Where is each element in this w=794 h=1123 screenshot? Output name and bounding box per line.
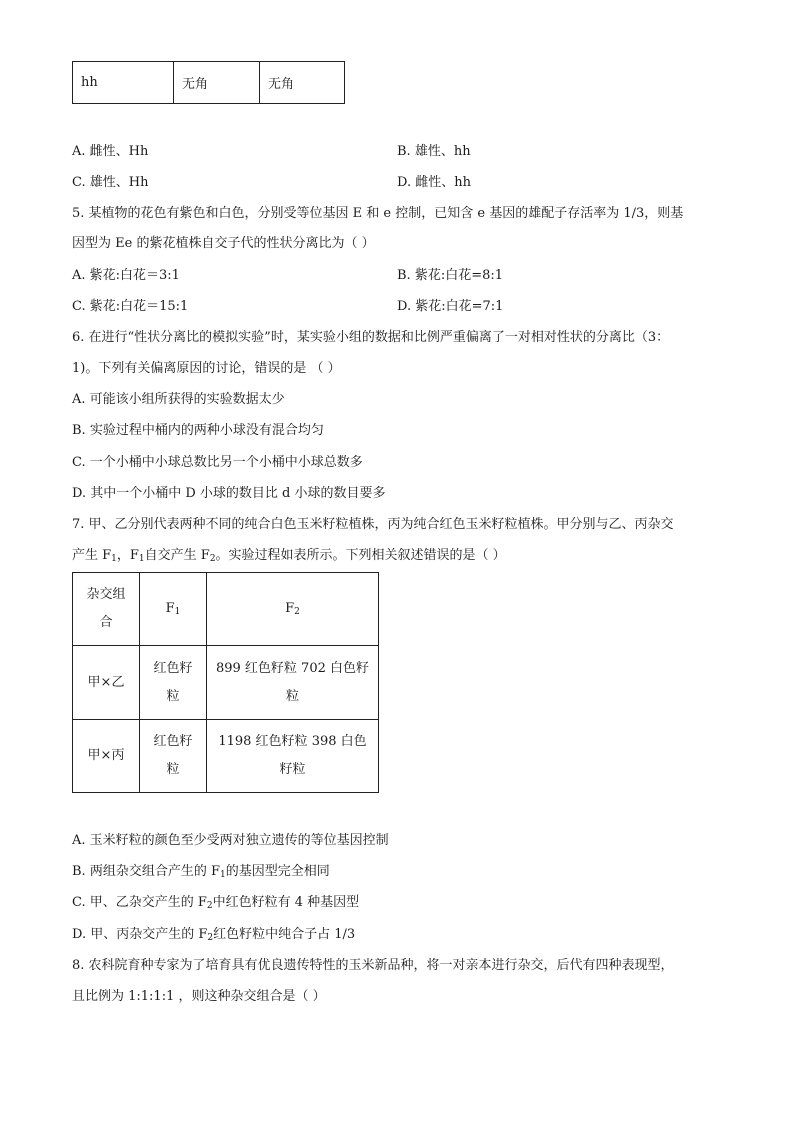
q5-stem-line2: 因型为 Ee 的紫花植株自交子代的性状分离比为（ ） [72,236,375,251]
q4-option-b: B. 雄性、hh [397,144,471,159]
top-table [72,61,345,104]
q4-option-a: A. 雌性、Hh [72,144,149,159]
q6-option-b: B. 实验过程中桶内的两种小球没有混合均匀 [72,423,324,438]
q7-option-b: B. 两组杂交组合产生的 $F_1$的基因型完全相同 [72,864,330,880]
table-header: $F_1$ [140,573,207,646]
q4-option-c: C. 雄性、Hh [72,175,149,190]
q4-option-d: D. 雌性、hh [397,175,471,190]
q6-stem-line2: 1)。下列有关偏离原因的讨论，错误的是 （ ） [72,361,341,376]
q5-option-d: D. 紫花:白花=7:1 [397,299,504,314]
q6-option-a: A. 可能该小组所获得的实验数据太少 [72,392,285,407]
q5-option-c: C. 紫花:白花＝15:1 [72,299,189,314]
q5-stem-line1: 5. 某植物的花色有紫色和白色，分别受等位基因 E 和 e 控制，已知含 e 基因的雄配子存活率为 1/3，则基 [72,206,684,221]
table-header: 杂交组 合 [73,573,140,646]
q7-table [72,572,379,793]
q8-stem-line2: 且比例为 1:1:1:1 ，则这种杂交组合是（ ） [72,989,326,1004]
q7-option-d: D. 甲、丙杂交产生的 $F_2$红色籽粒中纯合子占 1/3 [72,927,356,943]
table-cell: 红色籽 粒 [140,646,207,720]
q6-option-c: C. 一个小桶中小球总数比另一个小桶中小球总数多 [72,455,363,470]
q7-stem-line1: 7. 甲、乙分别代表两种不同的纯合白色玉米籽粒植株，丙为纯合红色玉米籽粒植株。甲分别与乙、丙杂交 [72,517,674,532]
table-cell: 红色籽 粒 [140,720,207,793]
q5-option-b: B. 紫花:白花=8:1 [397,268,504,283]
q7-option-a: A. 玉米籽粒的颜色至少受两对独立遗传的等位基因控制 [72,833,389,848]
table-cell: 甲×乙 [73,646,140,720]
table-cell: hh [73,62,174,104]
table-cell: 899 红色籽粒 702 白色籽 粒 [207,646,379,720]
table-cell: 1198 红色籽粒 398 白色 籽粒 [207,720,379,793]
table-cell: 无角 [260,62,345,104]
q7-stem-line2: 产生 $F_1$，$F_1$自交产生 $F_2$。实验过程如表所示。下列相关叙述错误的是（ ） [72,548,506,564]
table-cell: 无角 [174,62,260,104]
table-header: $F_2$ [207,573,379,646]
q5-option-a: A. 紫花:白花＝3:1 [72,268,180,283]
q8-stem-line1: 8. 农科院育种专家为了培育具有优良遗传特性的玉米新品种，将一对亲本进行杂交，后代有四种表现型， [72,958,674,973]
table-cell: 甲×丙 [73,720,140,793]
q7-option-c: C. 甲、乙杂交产生的 $F_2$中红色籽粒有 4 种基因型 [72,895,360,911]
q6-stem-line1: 6. 在进行“性状分离比的模拟实验”时，某实验小组的数据和比例严重偏离了一对相对性状的分离比（3： [72,330,670,345]
q6-option-d: D. 其中一个小桶中 D 小球的数目比 d 小球的数目要多 [72,486,386,501]
